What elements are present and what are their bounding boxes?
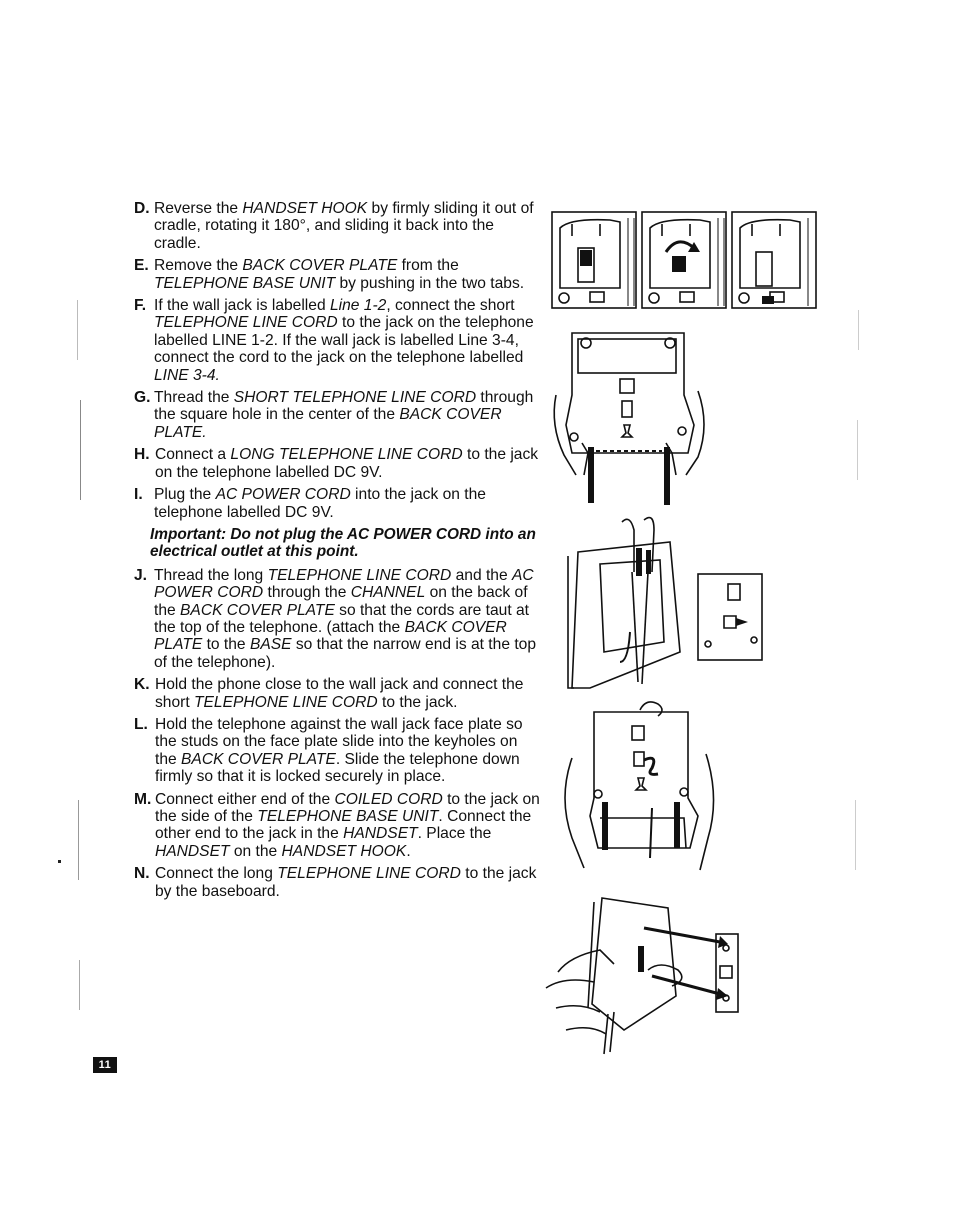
scan-mark <box>77 300 78 360</box>
step-text: on the <box>229 842 282 860</box>
step-text: Thread the long <box>154 566 268 584</box>
step-text: . Slide the telephone down firmly so that it is locked securely in place. <box>155 750 520 786</box>
step-text: so that the cords are taut at the top of the telephone. (attach the <box>154 601 530 636</box>
scan-mark <box>58 860 61 863</box>
step-term: Line 1-2 <box>329 297 387 315</box>
step-term: COILED CORD <box>334 790 443 808</box>
figure-connect-short-cord <box>554 698 719 883</box>
step-text: and the <box>451 566 512 584</box>
step-text: If the wall jack is labelled <box>154 297 330 315</box>
step-text: Hold the phone close to the wall jack and connect the short <box>155 676 524 711</box>
scan-mark <box>857 420 858 480</box>
step-letter: D. <box>134 200 150 217</box>
step-text: . <box>406 842 411 860</box>
step-term: LINE 3-4. <box>154 366 220 384</box>
figure-remove-back-cover <box>548 325 720 510</box>
step-term: TELEPHONE LINE CORD <box>277 865 461 883</box>
step-item <box>134 676 542 711</box>
scan-mark <box>855 800 856 870</box>
step-text: on the back of the <box>154 584 528 619</box>
step-term: Important: Do not plug the AC POWER CORD into an electrical outlet at this point. <box>150 525 536 561</box>
step-term: CHANNEL <box>350 584 426 602</box>
step-text: . Connect the other end to the jack in the <box>155 808 532 843</box>
step-item <box>134 791 542 861</box>
step-item <box>134 389 542 441</box>
step-text: to the jack on the telephone labelled LINE 1-2. If the wall jack is labelled Line 3-4, connect the cord to the jack on the telephone labelled <box>154 314 534 367</box>
figure-mount-wall-jack <box>540 884 752 1060</box>
step-term: TELEPHONE LINE CORD <box>154 314 338 332</box>
figure-handset-hook-reverse <box>550 208 822 312</box>
page-number: 11 <box>93 1057 117 1073</box>
step-text: Reverse the <box>154 200 243 217</box>
step-item <box>134 446 542 481</box>
step-term: AC POWER CORD <box>215 486 351 504</box>
step-term: LONG TELEPHONE LINE CORD <box>230 446 463 464</box>
step-text: , connect the short <box>386 297 515 315</box>
instruction-steps <box>134 200 542 905</box>
step-term: TELEPHONE LINE CORD <box>267 566 452 584</box>
step-item <box>134 297 542 384</box>
figure-thread-cords-channel <box>560 512 770 697</box>
step-text: Thread the <box>154 389 234 407</box>
step-text: to the <box>202 636 250 654</box>
step-letter: J. <box>134 566 148 584</box>
step-term: HANDSET <box>343 825 418 843</box>
illustrations-column <box>540 190 820 1090</box>
step-letter: G. <box>134 389 151 407</box>
step-letter: K. <box>134 676 150 694</box>
step-term: TELEPHONE BASE UNIT <box>154 274 336 292</box>
step-letter: L. <box>134 715 148 733</box>
step-term: TELEPHONE BASE UNIT <box>257 808 439 825</box>
scan-mark <box>80 400 81 500</box>
step-term: BASE <box>249 636 292 654</box>
step-text: Connect the long <box>155 865 278 883</box>
scan-mark <box>79 960 80 1010</box>
step-text: Connect either end of the <box>155 790 335 808</box>
step-term: TELEPHONE LINE CORD <box>194 693 378 711</box>
step-text: through the square hole in the center of the <box>154 389 534 424</box>
step-text: through the <box>263 584 351 602</box>
step-term: HANDSET <box>155 842 230 860</box>
step-text: to the jack on the side of the <box>155 790 540 825</box>
step-term: HANDSET HOOK <box>242 200 368 217</box>
step-term: HANDSET HOOK <box>281 842 407 860</box>
step-text: Plug the <box>154 486 216 504</box>
step-text: by firmly sliding it out of cradle, rotating it 180°, and sliding it back into the cradle. <box>154 200 534 252</box>
step-text: to the jack. <box>377 693 458 711</box>
step-term: BACK COVER PLATE <box>181 750 336 768</box>
step-letter: F. <box>134 297 147 315</box>
step-letter: I. <box>134 486 143 504</box>
step-text: Remove the <box>154 257 243 275</box>
step-letter: M. <box>134 790 152 808</box>
scan-mark <box>858 310 859 350</box>
step-text: so that the narrow end is at the top of the telephone). <box>154 636 536 671</box>
step-term: BACK COVER PLATE. <box>154 406 502 441</box>
step-item <box>134 567 542 671</box>
step-text: Connect a <box>155 446 231 464</box>
step-letter: N. <box>134 865 150 883</box>
step-term: SHORT TELEPHONE LINE CORD <box>233 389 477 407</box>
step-letter: H. <box>134 446 150 464</box>
step-letter: E. <box>134 257 149 275</box>
step-term: BACK COVER PLATE <box>242 257 398 275</box>
step-item <box>134 200 542 252</box>
step-item <box>134 865 542 900</box>
step-text: . Place the <box>417 825 492 843</box>
step-item <box>134 716 542 786</box>
important-warning <box>134 526 542 561</box>
step-text: by pushing in the two tabs. <box>335 274 525 292</box>
step-item <box>134 257 542 292</box>
step-term: BACK COVER PLATE <box>154 618 507 654</box>
step-text: to the jack on the telephone labelled DC 9V. <box>155 446 539 481</box>
scan-mark <box>78 800 79 880</box>
step-text: to the jack by the baseboard. <box>155 865 537 900</box>
step-term: BACK COVER PLATE <box>180 601 335 619</box>
step-item <box>134 486 542 521</box>
step-text: from the <box>397 257 459 275</box>
step-text: Hold the telephone against the wall jack face plate so the studs on the face plate slide into the keyholes on the <box>155 715 523 768</box>
step-text: into the jack on the telephone labelled DC 9V. <box>154 486 486 521</box>
step-term: AC POWER CORD <box>154 566 534 602</box>
